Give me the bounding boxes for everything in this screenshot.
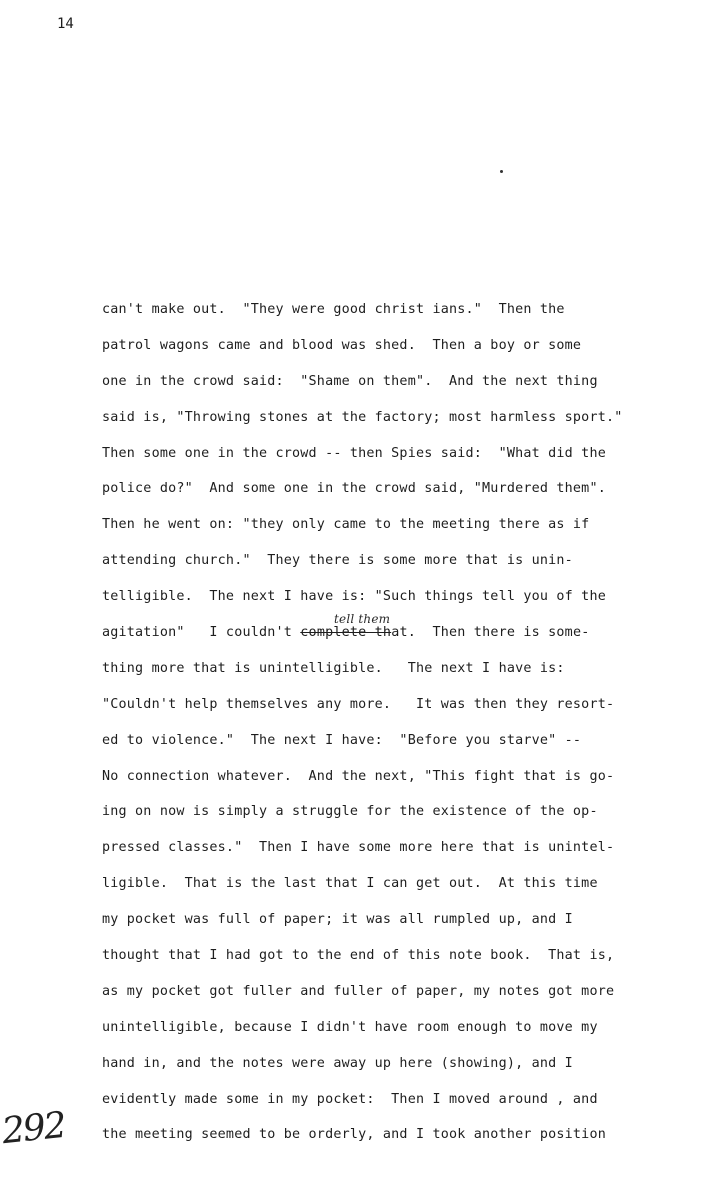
- transcript-line-20: as my pocket got fuller and fuller of paper, my notes got more: [102, 983, 615, 999]
- transcript-line-13: ed to violence." The next I have: "Before you starve" --: [102, 732, 582, 748]
- transcript-line-7: Then he went on: "they only came to the meeting there as if: [102, 517, 590, 533]
- transcript-line-12: "Couldn't help themselves any more. It was then they resort-: [102, 696, 615, 712]
- transcript-line-14: No connection whatever. And the next, "This fight that is go-: [102, 768, 615, 784]
- transcript-line-1: can't make out. "They were good christ ians." Then the: [102, 302, 565, 317]
- transcript-line-19: thought that I had got to the end of this note book. That is,: [102, 948, 615, 964]
- transcript-line-3: one in the crowd said: "Shame on them". And the next thing: [102, 373, 598, 389]
- transcript-line-6: police do?" And some one in the crowd said, "Murdered them".: [102, 481, 606, 497]
- transcript-body: [102, 300, 687, 1161]
- line-10-start: agitation" I couldn't: [102, 625, 301, 641]
- handwritten-insertion: tell them: [334, 612, 391, 627]
- transcript-line-4: said is, "Throwing stones at the factory; most harmless sport.": [102, 409, 623, 425]
- transcript-line-23: evidently made some in my pocket: Then I moved around , and: [102, 1091, 598, 1107]
- struck-text: complete th: [300, 625, 392, 641]
- transcript-line-16: pressed classes." Then I have some more here that is unintel-: [102, 840, 615, 856]
- transcript-line-18: my pocket was full of paper; it was all rumpled up, and I: [102, 912, 573, 928]
- ink-dot: [500, 170, 503, 173]
- transcript-line-17: ligible. That is the last that I can get out. At this time: [102, 876, 598, 892]
- page-number: 14: [57, 16, 74, 32]
- transcript-line-10: [102, 612, 687, 659]
- transcript-line-8: attending church." They there is some more that is unin-: [102, 553, 573, 569]
- line-10-end: at. Then there is some-: [391, 625, 590, 641]
- transcript-line-9: telligible. The next I have is: "Such things tell you of the: [102, 589, 606, 605]
- transcript-line-15: ing on now is simply a struggle for the existence of the op-: [102, 804, 598, 820]
- handwritten-page-number: 292: [0, 1104, 67, 1153]
- transcript-line-5: Then some one in the crowd -- then Spies said: "What did the: [102, 445, 606, 461]
- transcript-line-24: the meeting seemed to be orderly, and I took another position: [102, 1127, 606, 1143]
- transcript-line-2: patrol wagons came and blood was shed. Then a boy or some: [102, 337, 582, 353]
- transcript-line-22: hand in, and the notes were away up here (showing), and I: [102, 1055, 573, 1071]
- transcript-line-21: unintelligible, because I didn't have room enough to move my: [102, 1019, 598, 1035]
- transcript-line-11: thing more that is unintelligible. The next I have is:: [102, 660, 565, 676]
